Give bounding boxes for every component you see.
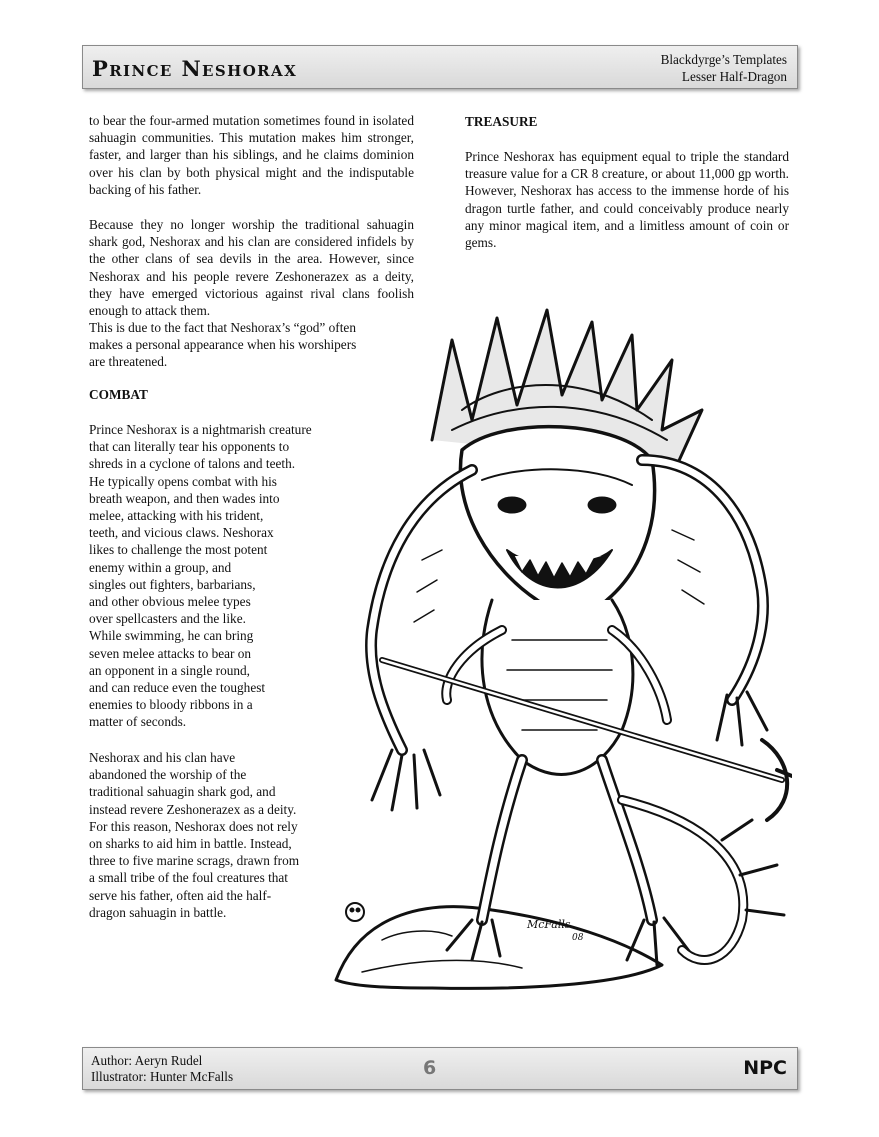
header-banner: [82, 45, 798, 89]
text-line: teeth, and vicious claws. Neshorax: [89, 525, 274, 541]
text-line: abandoned the worship of the: [89, 767, 247, 783]
text-line: enemies to bloody ribbons in a: [89, 697, 253, 713]
artist-signature-year: 08: [572, 933, 584, 943]
text-line: and other obvious melee types: [89, 594, 251, 610]
text-line: This is due to the fact that Neshorax’s “god” often: [89, 320, 356, 335]
text-line: over spellcasters and the like.: [89, 611, 246, 627]
text-line: singles out fighters, barbarians,: [89, 576, 256, 592]
text-line: and can reduce even the toughest: [89, 680, 266, 696]
text-line: melee, attacking with his trident,: [89, 508, 264, 524]
footer-banner: [82, 1047, 798, 1090]
page-title: Prince Neshorax: [92, 56, 298, 81]
text-line: While swimming, he can bring: [89, 628, 254, 644]
author-credit: Author: Aeryn Rudel: [91, 1053, 203, 1068]
combat-paragraph: [89, 421, 312, 731]
text-line: enemy within a group, and: [89, 559, 232, 575]
creature-illustration: [322, 300, 792, 1020]
worship-paragraph-end: [89, 319, 356, 371]
skull-icon: [346, 903, 364, 921]
text-line: matter of seconds.: [89, 714, 187, 730]
text-line: breath weapon, and then wades into: [89, 490, 280, 506]
text-line: dragon sahuagin in battle.: [89, 904, 227, 920]
text-line: three to five marine scrags, drawn from: [89, 853, 300, 869]
combat-heading: COMBAT: [89, 387, 148, 402]
text-line: shreds in a cyclone of talons and teeth.: [89, 456, 296, 472]
text-line: makes a personal appearance when his worshipers: [89, 337, 357, 353]
text-line: instead revere Zeshonerazex as a deity.: [89, 801, 297, 817]
series-name: Blackdyrge’s Templates: [660, 52, 787, 67]
template-name: Lesser Half-Dragon: [681, 69, 787, 84]
text-line: serve his father, often aid the half-: [89, 887, 272, 903]
clan-paragraph: [89, 749, 299, 921]
text-line: that can literally tear his opponents to: [89, 439, 290, 455]
section-label: NPC: [743, 1057, 787, 1079]
text-line: likes to challenge the most potent: [89, 542, 268, 558]
intro-paragraph: to bear the four-armed mutation sometimes found in isolated sahuagin communities. This mutation makes him stronger, faster, and larger than his siblings, and he claims dominion over his clan by both physical might and the indisputable backing of his father.: [89, 113, 414, 197]
text-line: Prince Neshorax is a nightmarish creature: [89, 422, 312, 437]
text-line: For this reason, Neshorax does not rely: [89, 818, 298, 834]
text-line: traditional sahuagin shark god, and: [89, 784, 276, 800]
text-line: an opponent in a single round,: [89, 662, 251, 678]
text-line: a small tribe of the foul creatures that: [89, 870, 289, 886]
text-line: are threatened.: [89, 354, 168, 370]
artist-signature: McFalls: [527, 918, 571, 931]
text-line: seven melee attacks to bear on: [89, 645, 252, 661]
illustrator-credit: Illustrator: Hunter McFalls: [91, 1069, 234, 1084]
text-line: on sharks to aid him in battle. Instead,: [89, 836, 292, 852]
header-meta: [661, 51, 787, 85]
text-line: Neshorax and his clan have: [89, 750, 236, 765]
credits: [91, 1053, 233, 1085]
text-line: He typically opens combat with his: [89, 473, 277, 489]
worship-paragraph: Because they no longer worship the traditional sahuagin shark god, Neshorax and his clan are considered infidels by the other clans of sea devils in the area. However, since Neshorax and his people revere Zeshonerazex as a deity, they have emerged victorious against rival clans foolish enough to attack them.: [89, 217, 414, 319]
treasure-paragraph: Prince Neshorax has equipment equal to triple the standard treasure value for a CR 8 creature, or about 11,000 gp worth. However, Neshorax has access to the immense horde of his dragon turtle father, and could conceivably produce nearly any minor magical item, and a limitless amount of coin or gems.: [465, 149, 789, 251]
page-number: 6: [423, 1057, 437, 1079]
upper-right-arm: [642, 460, 763, 700]
treasure-heading: TREASURE: [465, 114, 538, 129]
